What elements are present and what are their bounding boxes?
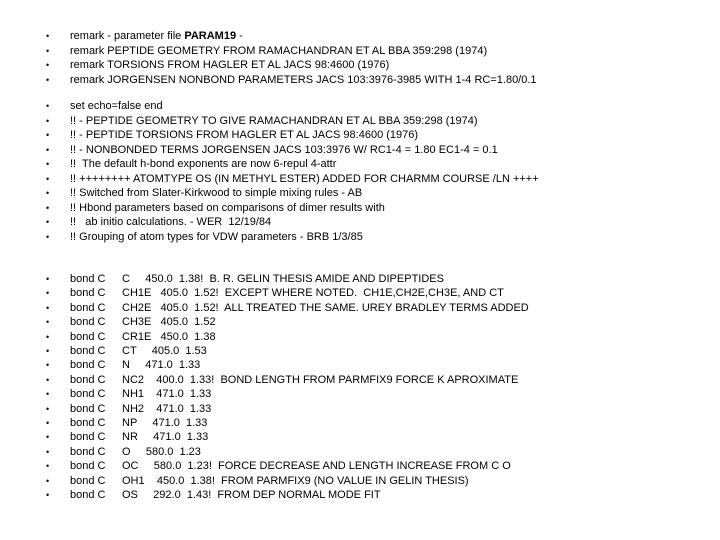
comment-line <box>0 172 720 186</box>
bond-keyword: bond C <box>70 345 106 357</box>
bond-row <box>0 445 720 459</box>
bond-keyword: bond C <box>70 402 106 415</box>
bullet-icon: • <box>46 60 50 70</box>
bond-row <box>0 430 720 444</box>
bond-params: CH2E 405.0 1.52! ALL TREATED THE SAME. UREY BRADLEY TERMS ADDED <box>122 301 529 314</box>
bullet-icon: • <box>46 403 50 414</box>
bullet-icon: • <box>46 231 50 242</box>
bond-params: NH2 471.0 1.33 <box>122 402 212 415</box>
remark-text <box>70 44 487 58</box>
bond-params: C 450.0 1.38! B. R. GELIN THESIS AMIDE AND DIPEPTIDES <box>122 273 444 285</box>
bond-params: NR 471.0 1.33 <box>122 431 209 444</box>
comment-text: !! Hbond parameters based on comparisons of dimer results with <box>70 201 385 214</box>
bond-row <box>0 373 720 387</box>
bullet-icon: • <box>46 217 50 227</box>
bond-keyword: bond C <box>70 330 106 343</box>
bullet-icon: • <box>46 288 50 299</box>
bullet-icon: • <box>46 130 50 140</box>
bond-params: OC 580.0 1.23! FORCE DECREASE AND LENGTH INCREASE FROM C O <box>122 460 511 473</box>
bullet-icon: • <box>46 475 50 486</box>
bond-row <box>0 474 720 488</box>
bullet-icon: • <box>46 418 50 428</box>
remark-line <box>0 44 720 58</box>
bond-row <box>0 272 720 286</box>
bond-params: NC2 400.0 1.33! BOND LENGTH FROM PARMFIX9 FORCE K APROXIMATE <box>122 373 519 386</box>
remark-line <box>0 29 720 43</box>
bullet-icon: • <box>46 432 50 443</box>
remark-text <box>70 58 389 72</box>
bond-row <box>0 286 720 300</box>
comment-text: !! - PEPTIDE GEOMETRY TO GIVE RAMACHANDRAN ET AL BBA 359:298 (1974) <box>70 114 478 127</box>
bond-params: O 580.0 1.23 <box>122 445 201 458</box>
comment-text: !! ++++++++ ATOMTYPE OS (IN METHYL ESTER) ADDED FOR CHARMM COURSE /LN ++++ <box>70 172 539 185</box>
remark-prefix: remark - parameter file <box>70 30 185 42</box>
bond-keyword: bond C <box>70 373 106 386</box>
bullet-icon: • <box>46 461 50 472</box>
bond-row <box>0 459 720 473</box>
remark-prefix: remark PEPTIDE GEOMETRY FROM RAMACHANDRAN ET AL BBA 359:298 (1974) <box>70 44 488 57</box>
comment-text: !! Grouping of atom types for VDW parameters - BRB 1/3/85 <box>70 230 363 243</box>
bullet-icon: • <box>46 446 50 457</box>
bullet-icon: • <box>46 317 50 328</box>
comment-line <box>0 128 720 142</box>
bond-row <box>0 402 720 416</box>
bond-keyword: bond C <box>70 431 106 444</box>
remark-suffix: - <box>236 30 243 42</box>
comment-line <box>0 201 720 215</box>
remark-text <box>70 73 537 87</box>
comment-text: !! ab initio calculations. - WER 12/19/84 <box>70 216 272 228</box>
comment-line <box>0 143 720 157</box>
bullet-icon: • <box>46 144 50 155</box>
bullet-icon: • <box>46 374 50 385</box>
bullet-icon: • <box>46 389 50 400</box>
bond-keyword: bond C <box>70 359 106 372</box>
bullet-icon: • <box>46 274 50 284</box>
bond-row <box>0 301 720 315</box>
bond-keyword: bond C <box>70 474 106 487</box>
bond-row <box>0 488 720 502</box>
bond-keyword: bond C <box>70 489 106 501</box>
comment-text: !! Switched from Slater-Kirkwood to simple mixing rules - AB <box>70 187 363 199</box>
bond-row <box>0 416 720 430</box>
bond-keyword: bond C <box>70 273 106 285</box>
remark-prefix: remark JORGENSEN NONBOND PARAMETERS JACS 103:3976-3985 WITH 1-4 RC=1.80/0.1 <box>70 73 537 86</box>
remark-text <box>70 29 243 43</box>
bond-params: NP 471.0 1.33 <box>122 417 208 429</box>
bullet-icon: • <box>46 31 50 41</box>
bond-params: N 471.0 1.33 <box>122 359 201 372</box>
remark-line <box>0 58 720 72</box>
comment-line <box>0 99 720 113</box>
bond-keyword: bond C <box>70 316 106 329</box>
bullet-icon: • <box>46 45 50 56</box>
bond-keyword: bond C <box>70 388 106 401</box>
bullet-icon: • <box>46 173 50 184</box>
bond-row <box>0 315 720 329</box>
bond-row <box>0 330 720 344</box>
bond-params: OS 292.0 1.43! FROM DEP NORMAL MODE FIT <box>122 489 381 501</box>
bullet-icon: • <box>46 202 50 213</box>
comment-line <box>0 215 720 229</box>
bond-row <box>0 358 720 372</box>
bond-params: NH1 471.0 1.33 <box>122 388 212 401</box>
bullet-icon: • <box>46 331 50 342</box>
param-file-name: PARAM19 <box>184 30 237 42</box>
comment-line <box>0 157 720 171</box>
bond-keyword: bond C <box>70 301 106 314</box>
bond-params: CH3E 405.0 1.52 <box>122 316 216 329</box>
bond-keyword: bond C <box>70 417 106 429</box>
bond-row <box>0 344 720 358</box>
remark-line <box>0 73 720 87</box>
bond-params: CH1E 405.0 1.52! EXCEPT WHERE NOTED. CH1E,CH2E,CH3E, AND CT <box>122 287 504 300</box>
bullet-icon: • <box>46 188 50 198</box>
bond-params: CT 405.0 1.53 <box>122 345 207 357</box>
comment-line <box>0 230 720 244</box>
bond-row <box>0 387 720 401</box>
bond-keyword: bond C <box>70 445 106 458</box>
bullet-icon: • <box>46 159 50 169</box>
comment-line <box>0 114 720 128</box>
bond-params: CR1E 450.0 1.38 <box>122 330 216 343</box>
bullet-icon: • <box>46 346 50 356</box>
comment-line <box>0 186 720 200</box>
bond-keyword: bond C <box>70 287 106 300</box>
bullet-icon: • <box>46 360 50 371</box>
bullet-icon: • <box>46 302 50 313</box>
comment-text: !! - PEPTIDE TORSIONS FROM HAGLER ET AL JACS 98:4600 (1976) <box>70 129 419 141</box>
bullet-icon: • <box>46 115 50 126</box>
comment-text: !! - NONBONDED TERMS JORGENSEN JACS 103:3976 W/ RC1-4 = 1.80 EC1-4 = 0.1 <box>70 143 498 156</box>
bullet-icon: • <box>46 490 50 500</box>
remark-prefix: remark TORSIONS FROM HAGLER ET AL JACS 98:4600 (1976) <box>70 59 390 71</box>
comment-text: set echo=false end <box>70 100 163 112</box>
bullet-icon: • <box>46 101 50 111</box>
bullet-icon: • <box>46 74 50 85</box>
bond-params: OH1 450.0 1.38! FROM PARMFIX9 (NO VALUE IN GELIN THESIS) <box>122 474 469 487</box>
bond-keyword: bond C <box>70 460 106 473</box>
comment-text: !! The default h-bond exponents are now 6-repul 4-attr <box>70 158 337 170</box>
